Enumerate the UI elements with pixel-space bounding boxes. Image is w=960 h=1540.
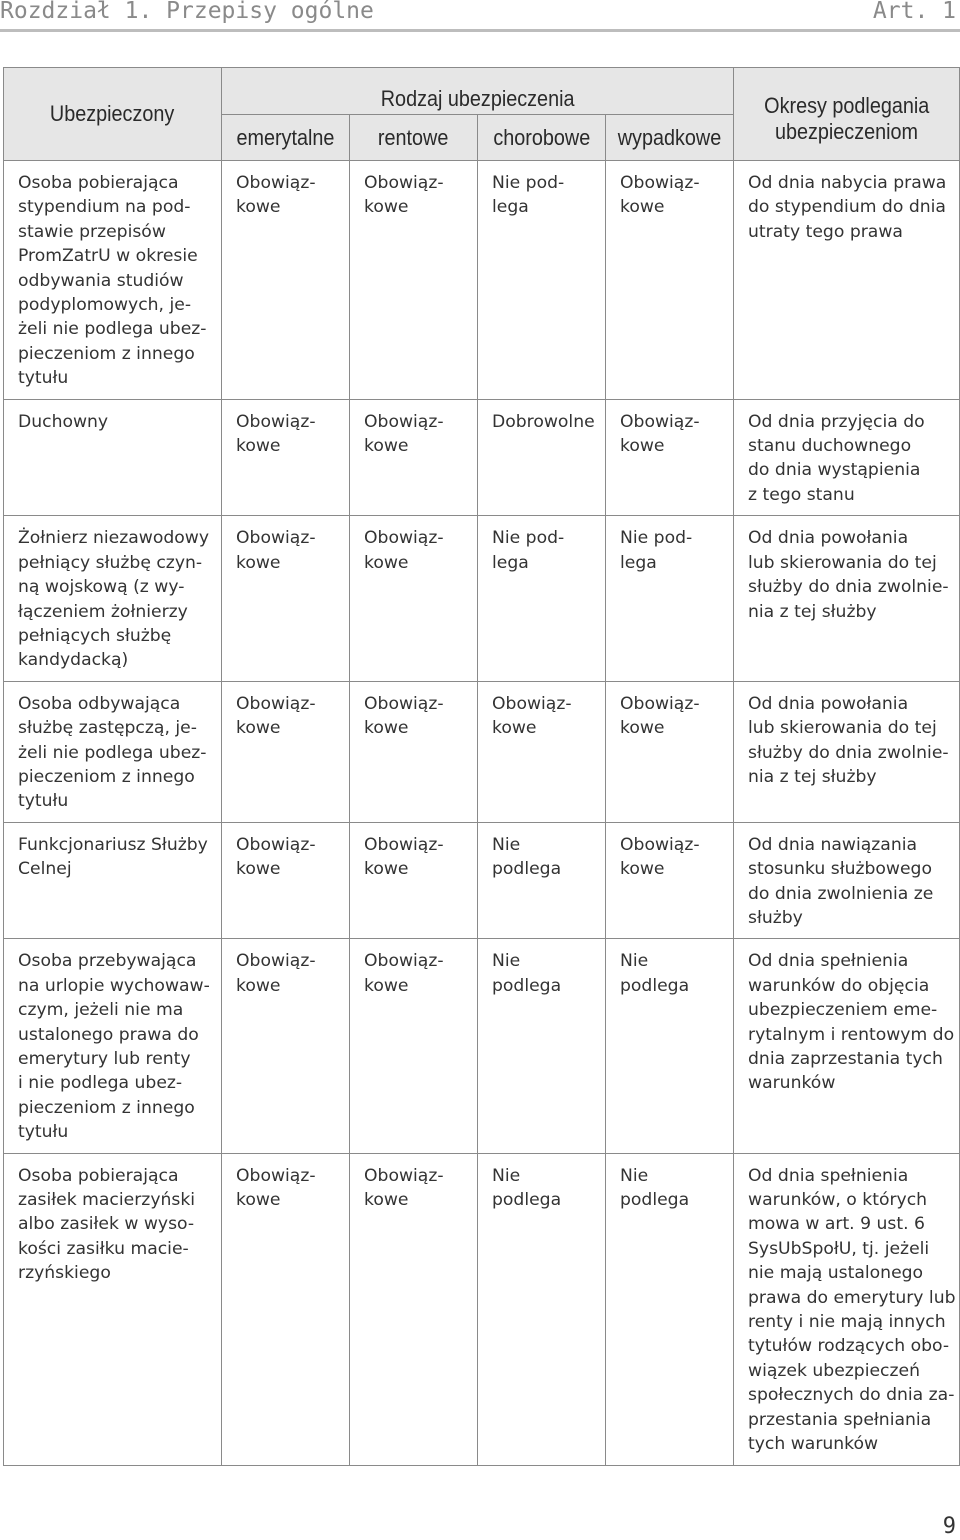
cell-line: i nie podlega ubez- <box>18 1073 183 1094</box>
cell-line: Nie <box>492 951 521 972</box>
cell-line: rzyńskiego <box>18 1263 111 1284</box>
cell-wypadkowe <box>606 1153 734 1465</box>
cell-line: ubezpieczeniem eme- <box>748 1000 938 1021</box>
cell-line: Nie pod- <box>492 173 565 193</box>
cell-line: Obowiąz- <box>236 834 316 855</box>
cell-line: Żołnierz niezawodowy <box>18 528 209 549</box>
cell-line: nia z tej służby <box>748 766 877 787</box>
cell-insured <box>4 1153 222 1465</box>
cell-insured <box>4 161 222 400</box>
cell-line: pieczeniom z innego <box>18 1097 195 1118</box>
table-row <box>4 161 960 400</box>
cell-chorobowe <box>478 939 606 1153</box>
cell-wypadkowe <box>606 516 734 681</box>
cell-line: nie mają ustalonego <box>748 1263 924 1284</box>
cell-line: kowe <box>364 197 409 218</box>
header-rule <box>0 29 960 32</box>
cell-line: żeli nie podlega ubez- <box>18 319 207 340</box>
cell-emerytalne <box>222 399 350 516</box>
cell-line: Obowiąz- <box>364 951 444 972</box>
cell-line: czym, jeżeli nie ma <box>18 1000 184 1021</box>
cell-line: Od dnia powołania <box>748 693 909 714</box>
cell-line: pełniących służbę <box>18 625 172 646</box>
cell-period <box>734 1153 960 1465</box>
cell-line: lega <box>620 552 657 573</box>
cell-line: Obowiąz- <box>492 693 572 714</box>
cell-line: utraty tego prawa <box>748 221 903 242</box>
cell-period <box>734 939 960 1153</box>
cell-chorobowe <box>478 516 606 681</box>
cell-line: kości zasiłku macie- <box>18 1238 189 1259</box>
cell-line: Obowiąz- <box>236 951 316 972</box>
cell-line: lega <box>492 552 529 573</box>
cell-rentowe <box>350 161 478 400</box>
cell-line: Obowiąz- <box>236 411 316 432</box>
cell-line: Obowiąz- <box>236 693 316 714</box>
cell-wypadkowe <box>606 681 734 822</box>
chapter-title: Rozdział 1. Przepisy ogólne <box>0 0 374 24</box>
header-insured: Ubezpieczony <box>4 68 222 161</box>
cell-line: ną wojskową (z wy- <box>18 577 185 598</box>
cell-line: kowe <box>364 718 409 739</box>
cell-line: kowe <box>620 859 665 880</box>
cell-line: tytułów rodzących obo- <box>748 1336 950 1357</box>
cell-insured <box>4 939 222 1153</box>
cell-line: Obowiąz- <box>236 173 316 193</box>
cell-line: do stypendium do dnia <box>748 197 946 218</box>
cell-line: rytalnym i rentowym do <box>748 1024 955 1045</box>
insurance-table <box>3 67 960 1466</box>
cell-line: służby do dnia zwolnie- <box>748 577 949 598</box>
cell-line: kowe <box>236 718 281 739</box>
cell-line: z tego stanu <box>748 484 855 505</box>
cell-period <box>734 681 960 822</box>
cell-line: służby do dnia zwolnie- <box>748 742 949 763</box>
cell-line: Obowiąz- <box>364 173 444 193</box>
cell-line: dnia zaprzestania tych <box>748 1049 943 1069</box>
cell-line: odbywania studiów <box>18 270 184 291</box>
cell-wypadkowe <box>606 822 734 939</box>
cell-line: Nie <box>492 1165 521 1186</box>
cell-wypadkowe <box>606 939 734 1153</box>
cell-rentowe <box>350 939 478 1153</box>
cell-line: do dnia zwolnienia ze <box>748 883 934 904</box>
cell-line: PromZatrU w okresie <box>18 246 198 267</box>
cell-line: kowe <box>236 436 281 457</box>
table-row <box>4 516 960 681</box>
cell-line: Osoba odbywająca <box>18 693 181 714</box>
cell-line: Nie <box>620 1165 649 1186</box>
cell-line: Od dnia nawiązania <box>748 834 918 855</box>
cell-line: podlega <box>492 975 562 996</box>
cell-line: Obowiąz- <box>620 834 700 855</box>
cell-line: nia z tej służby <box>748 601 877 622</box>
cell-emerytalne <box>222 161 350 400</box>
cell-rentowe <box>350 822 478 939</box>
cell-line: podyplomowych, je- <box>18 295 192 316</box>
cell-line: do dnia wystąpienia <box>748 460 921 481</box>
cell-period <box>734 161 960 400</box>
cell-line: kowe <box>364 1190 409 1211</box>
table-row <box>4 1153 960 1465</box>
cell-line: kowe <box>620 197 665 218</box>
cell-line: pieczeniom z innego <box>18 343 195 364</box>
cell-line: wiązek ubezpieczeń <box>748 1360 920 1381</box>
cell-line: kowe <box>236 1190 281 1211</box>
cell-line: Obowiąz- <box>364 528 444 549</box>
cell-emerytalne <box>222 939 350 1153</box>
cell-emerytalne <box>222 681 350 822</box>
cell-line: Nie pod- <box>620 528 693 549</box>
cell-line: kowe <box>236 552 281 573</box>
cell-rentowe <box>350 681 478 822</box>
cell-emerytalne <box>222 1153 350 1465</box>
cell-line: stawie przepisów <box>18 221 166 242</box>
article-label: Art. 1 <box>872 0 956 24</box>
cell-insured <box>4 681 222 822</box>
cell-line: kandydacką) <box>18 650 129 671</box>
cell-line: tytułu <box>18 368 69 389</box>
cell-line: warunków, o których <box>748 1190 928 1211</box>
cell-line: Obowiąz- <box>620 411 700 432</box>
cell-line: Od dnia spełnienia <box>748 951 909 972</box>
header-period: Okresy podlegania ubezpieczeniom <box>734 68 960 161</box>
cell-period <box>734 399 960 516</box>
cell-line: lega <box>492 197 529 218</box>
header-chorobowe: chorobowe <box>478 115 606 161</box>
table-row <box>4 399 960 516</box>
header-insurance-type: Rodzaj ubezpieczenia <box>222 68 734 115</box>
cell-wypadkowe <box>606 399 734 516</box>
cell-line: Duchowny <box>18 411 109 432</box>
cell-line: Obowiąz- <box>236 528 316 549</box>
table-row <box>4 822 960 939</box>
page-number: 9 <box>942 1514 956 1539</box>
cell-line: podlega <box>620 975 690 996</box>
cell-rentowe <box>350 399 478 516</box>
cell-line: Funkcjonariusz Służby <box>18 834 208 855</box>
cell-line: prawa do emerytury lub <box>748 1287 956 1308</box>
cell-line: Od dnia powołania <box>748 528 909 549</box>
cell-line: Obowiąz- <box>236 1165 316 1186</box>
cell-insured <box>4 399 222 516</box>
cell-line: warunków <box>748 1073 836 1094</box>
cell-insured <box>4 822 222 939</box>
cell-line: służbę zastępczą, je- <box>18 718 197 739</box>
cell-period <box>734 516 960 681</box>
cell-line: ustalonego prawa do <box>18 1024 199 1045</box>
cell-line: Nie <box>620 951 649 972</box>
cell-line: Od dnia spełnienia <box>748 1165 909 1186</box>
cell-line: mowa w art. 9 ust. 6 <box>748 1214 925 1235</box>
cell-line: Celnej <box>18 859 72 880</box>
cell-line: tytułu <box>18 1122 69 1143</box>
cell-line: kowe <box>364 975 409 996</box>
cell-line: Obowiąz- <box>364 1165 444 1186</box>
cell-line: stypendium na pod- <box>18 197 191 218</box>
cell-line: podlega <box>492 859 562 880</box>
running-head <box>0 0 960 28</box>
cell-line: łączeniem żołnierzy <box>18 601 188 622</box>
header-emerytalne: emerytalne <box>222 115 350 161</box>
cell-line: Obowiąz- <box>364 693 444 714</box>
cell-line: żeli nie podlega ubez- <box>18 742 207 763</box>
cell-line: podlega <box>620 1190 690 1211</box>
cell-line: Obowiąz- <box>620 173 700 193</box>
table-row <box>4 681 960 822</box>
cell-line: kowe <box>620 436 665 457</box>
cell-line: Obowiąz- <box>620 693 700 714</box>
cell-line: Od dnia przyjęcia do <box>748 411 925 432</box>
cell-line: służby <box>748 907 803 928</box>
cell-line: przestania spełniania <box>748 1409 932 1430</box>
cell-line: kowe <box>364 552 409 573</box>
cell-line: Osoba przebywająca <box>18 951 197 972</box>
cell-line: kowe <box>236 859 281 880</box>
cell-line: kowe <box>236 975 281 996</box>
cell-line: tytułu <box>18 791 69 812</box>
cell-line: pieczeniom z innego <box>18 766 195 787</box>
cell-line: Nie <box>492 834 521 855</box>
cell-line: Od dnia nabycia prawa <box>748 173 947 193</box>
cell-line: pełniący służbę czyn- <box>18 552 203 573</box>
cell-line: zasiłek macierzyński <box>18 1190 196 1211</box>
cell-line: stosunku służbowego <box>748 859 932 880</box>
cell-insured <box>4 516 222 681</box>
cell-line: lub skierowania do tej <box>748 552 937 573</box>
cell-line: tych warunków <box>748 1434 879 1455</box>
cell-line: Nie pod- <box>492 528 565 549</box>
table-row <box>4 939 960 1153</box>
cell-rentowe <box>350 1153 478 1465</box>
cell-line: Obowiąz- <box>364 834 444 855</box>
cell-period <box>734 822 960 939</box>
cell-emerytalne <box>222 822 350 939</box>
cell-wypadkowe <box>606 161 734 400</box>
cell-line: kowe <box>620 718 665 739</box>
header-rentowe: rentowe <box>350 115 478 161</box>
cell-chorobowe <box>478 1153 606 1465</box>
cell-line: na urlopie wychowaw- <box>18 975 210 996</box>
cell-line: społecznych do dnia za- <box>748 1385 955 1406</box>
cell-chorobowe <box>478 681 606 822</box>
cell-line: kowe <box>364 436 409 457</box>
cell-line: SysUbSpołU, tj. jeżeli <box>748 1238 930 1259</box>
cell-line: warunków do objęcia <box>748 975 930 996</box>
cell-line: Dobrowolne <box>492 411 595 432</box>
cell-chorobowe <box>478 399 606 516</box>
cell-line: podlega <box>492 1190 562 1211</box>
cell-line: emerytury lub renty <box>18 1049 191 1069</box>
cell-line: lub skierowania do tej <box>748 718 937 739</box>
cell-emerytalne <box>222 516 350 681</box>
header-wypadkowe: wypadkowe <box>606 115 734 161</box>
cell-line: Osoba pobierająca <box>18 1165 179 1186</box>
cell-line: Obowiąz- <box>364 411 444 432</box>
cell-line: stanu duchownego <box>748 436 912 457</box>
cell-chorobowe <box>478 822 606 939</box>
cell-line: kowe <box>492 718 537 739</box>
cell-line: Osoba pobierająca <box>18 173 179 193</box>
cell-line: albo zasiłek w wyso- <box>18 1214 195 1235</box>
cell-line: kowe <box>364 859 409 880</box>
cell-line: kowe <box>236 197 281 218</box>
cell-chorobowe <box>478 161 606 400</box>
cell-line: renty i nie mają innych <box>748 1312 946 1333</box>
cell-rentowe <box>350 516 478 681</box>
